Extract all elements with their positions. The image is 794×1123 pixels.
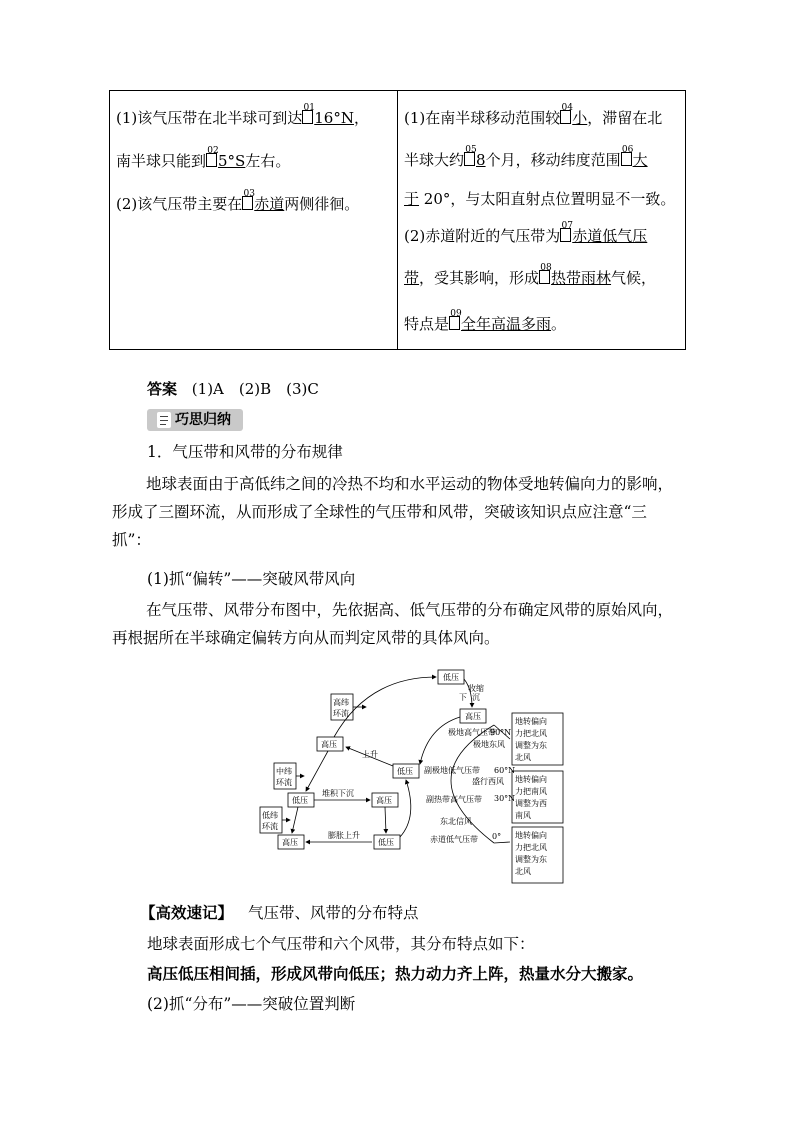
svg-text:地转偏向: 地转偏向 bbox=[515, 775, 547, 784]
svg-text:30°N: 30°N bbox=[494, 794, 516, 803]
svg-text:高压: 高压 bbox=[282, 838, 298, 847]
right-line-2: 半球大约058个月，移动纬度范围06大 bbox=[404, 145, 648, 169]
paragraph-2: 在气压带、风带分布图中，先依据高、低气压带的分布确定风带的原始风向，再根据所在半球确定偏转方向从而判定风带的具体风向。 bbox=[112, 601, 674, 647]
svg-text:赤道低气压带: 赤道低气压带 bbox=[430, 835, 478, 844]
svg-text:低压: 低压 bbox=[397, 767, 413, 776]
right-line-3: 于 20°，与太阳直射点位置明显不一致。 bbox=[404, 190, 676, 208]
svg-text:副热带高气压带: 副热带高气压带 bbox=[426, 795, 482, 804]
svg-text:南风: 南风 bbox=[515, 811, 531, 820]
svg-text:堆积下沉: 堆积下沉 bbox=[322, 789, 354, 798]
svg-text:环流: 环流 bbox=[262, 822, 278, 831]
paragraph-3: 地球表面形成七个气压带和六个风带，其分布特点如下： bbox=[147, 935, 535, 953]
svg-text:力把北风: 力把北风 bbox=[515, 729, 547, 738]
table-cell-right bbox=[398, 91, 686, 350]
answer-text: (1)A (2)B (3)C bbox=[191, 380, 319, 398]
answer-label: 答案 bbox=[147, 380, 178, 398]
svg-text:沉: 沉 bbox=[472, 693, 480, 702]
svg-text:低纬: 低纬 bbox=[262, 811, 278, 820]
svg-text:膨胀上升: 膨胀上升 bbox=[328, 831, 360, 840]
svg-text:高压: 高压 bbox=[465, 712, 481, 721]
svg-text:力把南风: 力把南风 bbox=[515, 787, 547, 796]
left-line-1: (1)该气压带在北半球可到达0116°N， bbox=[116, 103, 369, 127]
svg-text:0°: 0° bbox=[492, 832, 502, 841]
right-line-6: 特点是09全年高温多雨。 bbox=[404, 309, 567, 333]
right-line-5: 带，受其影响，形成08热带雨林气候， bbox=[404, 263, 657, 287]
svg-text:盛行西风: 盛行西风 bbox=[472, 777, 504, 786]
svg-text:调整为东: 调整为东 bbox=[515, 741, 547, 750]
svg-text:低压: 低压 bbox=[443, 673, 459, 682]
svg-text:高压: 高压 bbox=[376, 796, 392, 805]
svg-text:高纬: 高纬 bbox=[333, 698, 349, 707]
paragraph-4-mnemonic: 高压低压相间插，形成风带向低压；热力动力齐上阵，热量水分大搬家。 bbox=[147, 964, 644, 983]
pen-note-icon bbox=[157, 412, 171, 428]
right-line-1: (1)在南半球移动范围较04小，滞留在北 bbox=[404, 103, 663, 127]
svg-text:高压: 高压 bbox=[321, 740, 337, 749]
svg-text:地转偏向: 地转偏向 bbox=[515, 717, 547, 726]
svg-text:北风: 北风 bbox=[515, 753, 531, 762]
svg-text:调整为西: 调整为西 bbox=[515, 799, 547, 808]
svg-text:60°N: 60°N bbox=[494, 766, 516, 775]
svg-text:中纬: 中纬 bbox=[276, 767, 292, 776]
svg-text:收缩: 收缩 bbox=[468, 684, 484, 693]
section-tag: 巧思归纳 bbox=[147, 409, 243, 431]
svg-text:上升: 上升 bbox=[362, 750, 378, 759]
svg-text:环流: 环流 bbox=[276, 778, 292, 787]
svg-text:下: 下 bbox=[459, 693, 467, 702]
svg-text:调整为东: 调整为东 bbox=[515, 855, 547, 864]
svg-text:低压: 低压 bbox=[378, 838, 394, 847]
svg-text:东北信风: 东北信风 bbox=[440, 817, 472, 826]
svg-text:极地东风: 极地东风 bbox=[473, 740, 505, 749]
left-line-3: (2)该气压带主要在03赤道两侧徘徊。 bbox=[116, 189, 360, 213]
left-line-2: 南半球只能到025°S左右。 bbox=[116, 146, 291, 170]
svg-text:极地高气压带: 极地高气压带 bbox=[448, 728, 496, 737]
table-cell-left bbox=[110, 91, 398, 350]
svg-text:北风: 北风 bbox=[515, 867, 531, 876]
right-line-4: (2)赤道附近的气压带为07赤道低气压 bbox=[404, 221, 648, 245]
quick-note-heading: 【高效速记】 气压带、风带的分布特点 bbox=[140, 903, 419, 922]
svg-text:地转偏向: 地转偏向 bbox=[515, 831, 547, 840]
answer-table bbox=[109, 90, 686, 350]
paragraph-1: 地球表面由于高低纬之间的冷热不均和水平运动的物体受地转偏向力的影响，形成了三圈环流，从而形成了全球性的气压带和风带，突破该知识点应注意“三抓”： bbox=[112, 475, 674, 549]
svg-text:环流: 环流 bbox=[333, 709, 349, 718]
svg-text:副极地低气压带: 副极地低气压带 bbox=[424, 766, 480, 775]
answer-line bbox=[147, 378, 319, 399]
svg-text:低压: 低压 bbox=[292, 796, 308, 805]
subheading-2: (2)抓“分布”——突破位置判断 bbox=[147, 995, 356, 1013]
svg-text:力把北风: 力把北风 bbox=[515, 843, 547, 852]
subheading-1: (1)抓“偏转”——突破风带风向 bbox=[147, 570, 356, 588]
pressure-belt-diagram bbox=[258, 667, 566, 885]
svg-text:90°N: 90°N bbox=[490, 728, 512, 737]
heading-1: 1．气压带和风带的分布规律 bbox=[147, 443, 343, 461]
